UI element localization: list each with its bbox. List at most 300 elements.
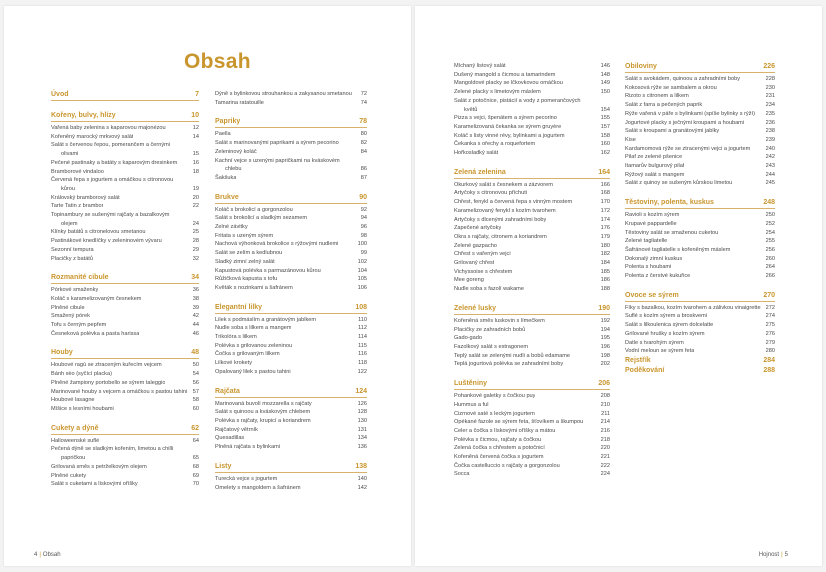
- entry-title: [51, 168, 104, 177]
- entry-title: [215, 333, 257, 342]
- toc-entry[interactable]: [215, 232, 367, 241]
- toc-entry[interactable]: [454, 114, 610, 123]
- entry-page: 98: [360, 232, 367, 239]
- toc-entry[interactable]: [454, 149, 610, 158]
- section-title: Těstoviny, polenta, kuskus: [625, 199, 714, 207]
- toc-entry[interactable]: [51, 141, 199, 158]
- entry-title-line: Rizoto s citronem a lilkem: [625, 93, 689, 100]
- toc-entry[interactable]: [51, 396, 199, 405]
- entry-title-line: Šafránové tagliatelle s kořeněným máslem: [625, 246, 731, 253]
- entry-page: 179: [600, 233, 610, 240]
- entry-title: [454, 317, 545, 326]
- toc-entry[interactable]: [454, 410, 610, 419]
- entry-page: 74: [360, 99, 367, 106]
- entry-title: [454, 132, 565, 141]
- section-heading[interactable]: [51, 273, 199, 284]
- toc-entry[interactable]: [625, 339, 775, 348]
- entry-title: [625, 237, 667, 246]
- entry-page: 102: [357, 258, 367, 265]
- toc-entry[interactable]: [215, 434, 367, 443]
- entry-title: [454, 401, 489, 410]
- toc-entry[interactable]: [454, 242, 610, 251]
- toc-entry[interactable]: [625, 119, 775, 128]
- entry-title: [51, 445, 181, 462]
- entry-title-line: Salát s quinoou a kváskovým chlebem: [215, 409, 311, 416]
- entry-page: 82: [360, 140, 367, 147]
- toc-entry[interactable]: [625, 255, 775, 264]
- entry-title: [215, 232, 273, 241]
- toc-entry[interactable]: [625, 145, 775, 154]
- folio-divider: |: [781, 552, 783, 558]
- toc-entry[interactable]: [625, 263, 775, 272]
- toc-entry[interactable]: [625, 179, 775, 188]
- toc-entry[interactable]: [454, 268, 610, 277]
- toc-column-3: [454, 62, 610, 479]
- toc-entry[interactable]: [215, 426, 367, 435]
- toc-entry[interactable]: [625, 220, 775, 229]
- toc-entry[interactable]: [625, 272, 775, 281]
- entry-title: [454, 189, 527, 198]
- entry-page: 115: [358, 342, 367, 349]
- toc-entry[interactable]: [51, 312, 199, 321]
- entry-title-line: Tofu s černým pepřem: [51, 322, 107, 329]
- section-heading[interactable]: [215, 193, 367, 204]
- toc-entry[interactable]: [454, 259, 610, 268]
- entry-title: [215, 249, 282, 258]
- entry-title-line: Mangoldové placky se lčkovkovou omáčkou: [454, 80, 563, 87]
- entry-title: [625, 171, 684, 180]
- entry-title-line: Červená řepa s jogurtem a omáčkou s citronovou: [51, 177, 174, 184]
- entry-title-line: Hořkosladký salát: [454, 150, 499, 157]
- entry-title-line: Těstoviny salát se smaženou cuketou: [625, 229, 719, 236]
- entry-title-line: Šakšuka: [215, 174, 237, 181]
- entry-title: [625, 75, 740, 84]
- toc-entry[interactable]: [625, 171, 775, 180]
- entry-title-line: Salát s cuketami a lískovými oříšky: [51, 481, 138, 488]
- entry-title-line: Grilované hrušky s kozím sýrem: [625, 330, 705, 337]
- toc-entry[interactable]: [454, 123, 610, 132]
- entry-title-line: Čočka s grilovaným lilkem: [215, 351, 280, 358]
- toc-entry[interactable]: [625, 229, 775, 238]
- entry-title-line: Grilovaný chřest: [454, 260, 495, 267]
- toc-entry[interactable]: [215, 342, 367, 351]
- toc-entry[interactable]: [51, 202, 199, 211]
- toc-entry[interactable]: [215, 267, 367, 276]
- entry-page: 18: [192, 168, 199, 175]
- section-title: Poděkování: [625, 366, 665, 374]
- entry-title: [625, 110, 755, 119]
- toc-entry[interactable]: [215, 316, 367, 325]
- entry-title: [215, 275, 277, 284]
- entry-page: 122: [357, 368, 367, 375]
- toc-entry[interactable]: [454, 198, 610, 207]
- entry-title: [454, 334, 482, 343]
- entry-title: [215, 359, 252, 368]
- section-heading[interactable]: [454, 379, 610, 390]
- toc-entry[interactable]: [454, 326, 610, 335]
- footer-left-label: Obsah: [42, 552, 61, 558]
- toc-entry[interactable]: [51, 405, 199, 414]
- toc-entry[interactable]: [454, 360, 610, 369]
- entry-title-line: Placičky ze zahradních bobů: [454, 326, 526, 333]
- page-title: Obsah: [184, 50, 251, 73]
- toc-column-1: [51, 90, 199, 489]
- entry-page: 114: [358, 334, 367, 341]
- toc-entry[interactable]: [454, 334, 610, 343]
- entry-title-line: Bánh xèo (syčící placka): [51, 371, 112, 378]
- toc-entry[interactable]: [215, 359, 367, 368]
- toc-entry[interactable]: [454, 444, 610, 453]
- entry-page: 170: [600, 199, 610, 206]
- section-heading[interactable]: [454, 168, 610, 179]
- entry-title: [215, 130, 231, 139]
- entry-page: 65: [192, 455, 199, 462]
- toc-entry[interactable]: [454, 343, 610, 352]
- toc-entry[interactable]: [215, 258, 367, 267]
- entry-title-line: Čočka castelluccio s rajčaty a gorgonzolou: [454, 462, 560, 469]
- entry-page: 130: [357, 417, 367, 424]
- toc-entry[interactable]: [215, 350, 367, 359]
- toc-entry[interactable]: [51, 472, 199, 481]
- section-heading[interactable]: [625, 366, 775, 376]
- toc-entry[interactable]: [51, 379, 199, 388]
- entry-title-line: Salát s červenou řepou, pomerančem a černými: [51, 142, 171, 149]
- toc-entry[interactable]: [625, 136, 775, 145]
- entry-page: 134: [357, 435, 367, 442]
- toc-entry[interactable]: [454, 140, 610, 149]
- toc-entry[interactable]: [215, 443, 367, 452]
- toc-entry[interactable]: [215, 206, 367, 215]
- toc-entry[interactable]: [51, 463, 199, 472]
- entry-title: [625, 145, 750, 154]
- section-heading[interactable]: [51, 348, 199, 359]
- entry-page: 202: [600, 361, 610, 368]
- toc-entry[interactable]: [51, 388, 199, 397]
- entry-page: 211: [601, 410, 610, 417]
- entry-title: [454, 140, 535, 149]
- entry-page: 245: [765, 180, 775, 187]
- toc-entry[interactable]: [51, 295, 199, 304]
- entry-page: 264: [765, 264, 775, 271]
- entry-title: [454, 410, 535, 419]
- page-number-left: 4: [34, 552, 38, 558]
- entry-title-line: Salát z quinoy se sušeným kůrskou limetou: [625, 180, 733, 187]
- toc-entry[interactable]: [51, 437, 199, 446]
- toc-entry[interactable]: [215, 90, 367, 99]
- toc-entry[interactable]: [625, 127, 775, 136]
- entry-title-line: Quesadillas: [215, 435, 245, 442]
- entry-title-line: Kokosová rýže se sambalem a okrou: [625, 84, 717, 91]
- entry-title-line: Salát s kroupami a granátovými jablky: [625, 128, 720, 135]
- toc-entry[interactable]: [51, 194, 199, 203]
- section-heading[interactable]: [51, 111, 199, 122]
- toc-entry[interactable]: [454, 132, 610, 141]
- toc-entry[interactable]: [215, 408, 367, 417]
- entry-page: 92: [360, 206, 367, 213]
- toc-entry[interactable]: [215, 368, 367, 377]
- toc-entry[interactable]: [51, 237, 199, 246]
- toc-entry[interactable]: [454, 224, 610, 233]
- entry-title: [215, 350, 280, 359]
- entry-page: 166: [600, 181, 610, 188]
- section-title: Zelená zelenina: [454, 168, 506, 176]
- toc-entry[interactable]: [454, 427, 610, 436]
- section-title: Cukety a dýně: [51, 424, 99, 432]
- toc-entry[interactable]: [454, 453, 610, 462]
- toc-entry[interactable]: [51, 159, 199, 168]
- toc-entry[interactable]: [51, 255, 199, 264]
- toc-entry[interactable]: [454, 276, 610, 285]
- toc-entry[interactable]: [454, 189, 610, 198]
- toc-entry[interactable]: [625, 237, 775, 246]
- entry-title-line: Itamarův bulgurový pilaf: [625, 163, 685, 170]
- entry-page: 116: [358, 351, 367, 358]
- toc-entry[interactable]: [454, 352, 610, 361]
- page-number-right: 5: [784, 552, 788, 558]
- entry-page: 14: [192, 133, 199, 140]
- toc-entry[interactable]: [51, 445, 199, 462]
- section-title: Zelené lusky: [454, 304, 497, 312]
- toc-entry[interactable]: [51, 361, 199, 370]
- toc-entry[interactable]: [454, 317, 610, 326]
- toc-entry[interactable]: [625, 347, 775, 356]
- entry-title: [454, 462, 560, 471]
- entry-page: 29: [192, 246, 199, 253]
- entry-title: [51, 370, 112, 379]
- entry-title: [51, 361, 162, 370]
- toc-entry[interactable]: [215, 214, 367, 223]
- toc-entry[interactable]: [215, 157, 367, 174]
- entry-title-line: Halloweenské suflé: [51, 437, 100, 444]
- entry-title-line: Okra s rajčaty, citronem a koriandrem: [454, 233, 547, 240]
- entry-page: 25: [192, 229, 199, 236]
- toc-entry[interactable]: [51, 330, 199, 339]
- toc-entry[interactable]: [454, 250, 610, 259]
- toc-entry[interactable]: [215, 417, 367, 426]
- toc-entry[interactable]: [454, 79, 610, 88]
- entry-page: 235: [765, 110, 775, 117]
- section-title: Obiloviny: [625, 63, 657, 70]
- toc-entry[interactable]: [215, 249, 367, 258]
- entry-title-line: Zelené gazpacho: [454, 242, 497, 249]
- toc-entry[interactable]: [625, 330, 775, 339]
- entry-title: [215, 258, 275, 267]
- entry-title-line: Grilovaná směs s petrželkovým olejem: [51, 463, 147, 470]
- toc-entry[interactable]: [51, 286, 199, 295]
- entry-title-line: Polévka s grilovanou zeleninou: [215, 342, 293, 349]
- entry-title: [454, 198, 572, 207]
- entry-title-line: Turecká vejce s jogurtem: [215, 475, 278, 482]
- section-page: 34: [191, 274, 199, 282]
- entry-page: 84: [360, 148, 367, 155]
- entry-title-line: Polenta z čerstvé kukuřice: [625, 273, 691, 280]
- footer-right-label: Hojnost: [758, 552, 780, 558]
- toc-entry[interactable]: [215, 174, 367, 183]
- toc-entry[interactable]: [454, 285, 610, 294]
- toc-entry[interactable]: [454, 71, 610, 80]
- entry-title-line: Cizrnové saté s leckým jogurtem: [454, 410, 535, 417]
- toc-entry[interactable]: [215, 324, 367, 333]
- toc-entry[interactable]: [625, 312, 775, 321]
- entry-page: 99: [360, 250, 367, 257]
- toc-entry[interactable]: [215, 333, 367, 342]
- entry-title-line: Kise: [625, 136, 636, 143]
- entry-title-line: Teplá jogurtová polévka se zahradními boby: [454, 361, 564, 368]
- section-heading[interactable]: [51, 90, 199, 101]
- section-heading[interactable]: [625, 62, 775, 73]
- entry-title: [625, 330, 705, 339]
- toc-entry[interactable]: [51, 176, 199, 193]
- section-page: 288: [763, 366, 775, 374]
- entry-page: 68: [192, 463, 199, 470]
- entry-title: [215, 400, 312, 409]
- section-heading[interactable]: [454, 304, 610, 315]
- toc-entry[interactable]: [51, 228, 199, 237]
- toc-entry[interactable]: [625, 92, 775, 101]
- entry-title-line: Královský bramborový salát: [51, 194, 120, 201]
- toc-entry[interactable]: [51, 168, 199, 177]
- entry-title: [454, 453, 544, 462]
- toc-entry[interactable]: [454, 233, 610, 242]
- toc-entry[interactable]: [215, 240, 367, 249]
- toc-entry[interactable]: [454, 181, 610, 190]
- entry-page: 87: [360, 174, 367, 181]
- entry-title-line: Kapustová polévka s parmazánovou kůrou: [215, 267, 321, 274]
- toc-entry[interactable]: [625, 84, 775, 93]
- toc-entry[interactable]: [215, 148, 367, 157]
- entry-title-line: Dušený mangold s čicmou a tamarindem: [454, 71, 556, 78]
- toc-entry[interactable]: [625, 101, 775, 110]
- entry-title: [51, 388, 187, 397]
- entry-page: 60: [192, 405, 199, 412]
- toc-entry[interactable]: [625, 304, 775, 313]
- section-heading[interactable]: [215, 387, 367, 398]
- entry-title-continuation: květů: [464, 106, 478, 113]
- section-heading[interactable]: [625, 198, 775, 209]
- toc-entry[interactable]: [625, 153, 775, 162]
- toc-entry[interactable]: [454, 392, 610, 401]
- toc-entry[interactable]: [454, 470, 610, 479]
- toc-entry[interactable]: [215, 284, 367, 293]
- entry-title-continuation: olivami: [61, 151, 79, 158]
- section-heading[interactable]: [625, 291, 775, 302]
- toc-entry[interactable]: [51, 370, 199, 379]
- entry-title: [215, 443, 280, 452]
- toc-entry[interactable]: [215, 99, 367, 108]
- toc-entry[interactable]: [454, 207, 610, 216]
- entry-page: 46: [192, 330, 199, 337]
- toc-entry[interactable]: [215, 400, 367, 409]
- toc-entry[interactable]: [51, 124, 199, 133]
- entry-title-line: Koláč s brokolicí a gorgonzolou: [215, 206, 293, 213]
- entry-title: [454, 352, 570, 361]
- entry-title: [215, 426, 258, 435]
- entry-title: [625, 272, 690, 281]
- entry-title: [454, 242, 497, 251]
- entry-title-line: Marinovaná buvolí mozzarella s rajčaty: [215, 400, 312, 407]
- toc-entry[interactable]: [454, 418, 610, 427]
- toc-entry[interactable]: [215, 475, 367, 484]
- entry-title: [215, 99, 264, 108]
- toc-entry[interactable]: [454, 462, 610, 471]
- toc-entry[interactable]: [454, 436, 610, 445]
- entry-title-line: Salát s brokolicí a sladkým sezamem: [215, 215, 308, 222]
- entry-title-line: Pečené pastinaky a batáty s kaparovým dresinkem: [51, 159, 178, 166]
- section-title: Úvod: [51, 91, 69, 98]
- toc-entry[interactable]: [454, 401, 610, 410]
- entry-title-line: Houbové ragú se ztraceným kuřecím vejcem: [51, 362, 162, 369]
- entry-title-line: Salát z potočnice, pistácií a vody z pomerančových: [454, 97, 581, 104]
- entry-page: 154: [600, 106, 610, 113]
- section-page: 124: [355, 387, 367, 395]
- section-heading[interactable]: [215, 462, 367, 473]
- section-title: Rozmanité cibule: [51, 274, 109, 282]
- entry-title: [215, 417, 311, 426]
- toc-entry[interactable]: [51, 133, 199, 142]
- entry-title-line: Salát se zelím a kedlubnou: [215, 250, 283, 257]
- entry-title-line: Polévka s čicmou, rajčaty a čočkou: [454, 436, 542, 443]
- toc-entry[interactable]: [51, 304, 199, 313]
- toc-entry[interactable]: [625, 321, 775, 330]
- entry-title-line: Zelená čočka s chřestem a potočnicí: [454, 445, 545, 452]
- section-title: Rejstřík: [625, 356, 651, 364]
- toc-entry[interactable]: [215, 139, 367, 148]
- entry-page: 42: [192, 313, 199, 320]
- entry-title-line: Kořeněný marocký mrkvový salát: [51, 133, 134, 140]
- entry-title-line: Rýžový salát s mangem: [625, 171, 685, 178]
- toc-entry[interactable]: [625, 75, 775, 84]
- toc-entry[interactable]: [625, 162, 775, 171]
- entry-page: 266: [765, 273, 775, 280]
- toc-column-2: [215, 90, 367, 492]
- toc-entry[interactable]: [454, 62, 610, 71]
- entry-title: [51, 295, 141, 304]
- entry-title: [51, 176, 181, 193]
- entry-title: [454, 268, 512, 277]
- toc-entry[interactable]: [625, 211, 775, 220]
- entry-title: [454, 418, 583, 427]
- section-heading[interactable]: [215, 303, 367, 314]
- toc-entry[interactable]: [215, 484, 367, 493]
- toc-entry[interactable]: [51, 321, 199, 330]
- entry-title: [51, 312, 90, 321]
- toc-entry[interactable]: [454, 88, 610, 97]
- toc-entry[interactable]: [215, 275, 367, 284]
- toc-entry[interactable]: [454, 216, 610, 225]
- toc-entry[interactable]: [625, 246, 775, 255]
- toc-entry[interactable]: [215, 223, 367, 232]
- entry-title: [51, 202, 103, 211]
- entry-title: [625, 179, 732, 188]
- toc-entry[interactable]: [51, 211, 199, 228]
- entry-title-line: Ravioli s kozím sýrem: [625, 212, 680, 219]
- entry-title-line: Dýně s bylinkovou strouhankou a zakysanou smetanou: [215, 91, 352, 97]
- toc-entry[interactable]: [454, 97, 610, 114]
- entry-title-line: Houbové lasagne: [51, 397, 95, 404]
- toc-entry[interactable]: [215, 130, 367, 139]
- toc-entry[interactable]: [51, 246, 199, 255]
- footer-right: [759, 552, 788, 558]
- entry-title-line: Zelené tagliatelle: [625, 238, 668, 245]
- toc-entry[interactable]: [51, 480, 199, 489]
- section-heading[interactable]: [625, 356, 775, 366]
- entry-page: 192: [600, 317, 610, 324]
- entry-page: 28: [192, 238, 199, 245]
- section-heading[interactable]: [215, 117, 367, 128]
- entry-title: [215, 139, 339, 148]
- toc-entry[interactable]: [625, 110, 775, 119]
- section-heading[interactable]: [51, 424, 199, 435]
